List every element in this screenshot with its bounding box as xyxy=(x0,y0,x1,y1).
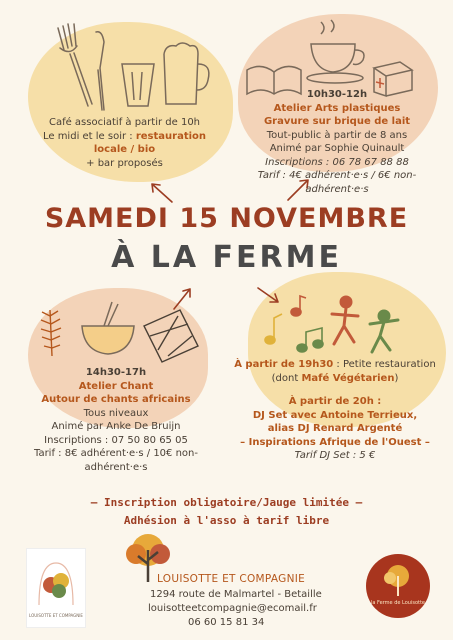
mug-icon xyxy=(158,40,213,110)
song-subtitle: Autour de chants africains xyxy=(41,394,191,405)
evening-desc: : Petite restauration xyxy=(333,359,436,370)
event-place-title: À LA FERME xyxy=(111,240,342,275)
dish-accent: Mafé Végétarien xyxy=(301,372,395,384)
arrow-icon xyxy=(148,180,176,204)
song-registration: Inscriptions : 07 50 80 65 05 xyxy=(44,434,188,446)
org-phone: 06 60 15 81 34 xyxy=(188,617,265,628)
dancers-icon xyxy=(328,294,408,356)
dj-line-2: alias DJ Renard Argenté xyxy=(267,423,403,434)
arts-time: 10h30-12h xyxy=(306,89,368,100)
cup-icon xyxy=(303,18,373,88)
dj-line-1: DJ Set avec Antoine Terrieux, xyxy=(252,409,418,421)
meal-accent: restauration xyxy=(135,130,207,142)
org-email[interactable]: louisotteetcompagnie@ecomail.fr xyxy=(148,603,317,614)
bar-line: + bar proposés xyxy=(86,157,163,169)
song-price-cont: adhérent·e·s xyxy=(84,461,148,473)
flower-logo-icon xyxy=(35,559,77,607)
song-workshop-info xyxy=(12,366,220,474)
dj-line-3: – Inspirations Afrique de l'Ouest – xyxy=(240,436,430,448)
music-notes-icon xyxy=(262,292,334,364)
left-logo-text: LOUISOTTE ET COMPAGNIE xyxy=(29,613,83,618)
arts-registration: Inscriptions : 06 78 67 88 88 xyxy=(265,156,409,168)
registration-notice: — Inscription obligatoire/Jauge limitée — xyxy=(90,496,363,509)
song-host: Animé par Anke De Bruijn xyxy=(51,421,181,432)
arts-price-cont: adhérent·e·s xyxy=(305,183,369,195)
local-line: locale / bio xyxy=(93,144,156,155)
bowl-icon xyxy=(78,300,138,358)
dish-suffix: ) xyxy=(394,372,399,384)
left-logo xyxy=(26,548,86,628)
cutlery-icon xyxy=(50,18,120,113)
evening-info xyxy=(222,358,448,463)
arts-subtitle: Gravure sur brique de lait xyxy=(263,116,411,127)
membership-notice: Adhésion à l'asso à tarif libre xyxy=(123,514,330,527)
glass-icon xyxy=(118,60,158,110)
cafe-line: Café associatif à partir de 10h xyxy=(48,117,201,128)
evening-time: À partir de 19h30 xyxy=(234,359,334,370)
top-left-info xyxy=(22,116,227,170)
song-price: Tarif : 8€ adhérent·e·s / 10€ non- xyxy=(33,448,198,459)
org-address: 1294 route de Malmartel - Betaille xyxy=(150,589,322,600)
meal-prefix: Le midi et le soir : xyxy=(42,130,136,142)
song-title: Atelier Chant xyxy=(78,380,154,392)
song-time: 14h30-17h xyxy=(85,367,147,378)
arts-price: Tarif : 4€ adhérent·e·s / 6€ non- xyxy=(257,170,417,181)
paper-icon xyxy=(140,306,202,364)
arts-host: Animé par Sophie Quinault xyxy=(269,143,405,154)
arts-workshop-info xyxy=(236,88,438,196)
right-logo-text: la Ferme de Louisotte xyxy=(370,600,426,606)
song-level: Tous niveaux xyxy=(83,407,149,419)
evening-line xyxy=(222,358,448,372)
dj-price: Tarif DJ Set : 5 € xyxy=(294,450,376,461)
org-name: LOUISOTTE ET COMPAGNIE xyxy=(157,573,306,585)
tree-logo-icon xyxy=(380,562,416,598)
leaf-icon xyxy=(36,306,66,358)
dish-prefix: (dont xyxy=(271,372,302,384)
arts-title: Atelier Arts plastiques xyxy=(273,102,401,114)
right-logo xyxy=(366,554,430,618)
event-date-title: SAMEDI 15 NOVEMBRE xyxy=(44,203,409,234)
night-time: À partir de 20h : xyxy=(288,396,382,407)
evening-dish-line xyxy=(222,372,448,386)
meal-line xyxy=(22,130,227,144)
arts-audience: Tout-public à partir de 8 ans xyxy=(266,129,408,141)
